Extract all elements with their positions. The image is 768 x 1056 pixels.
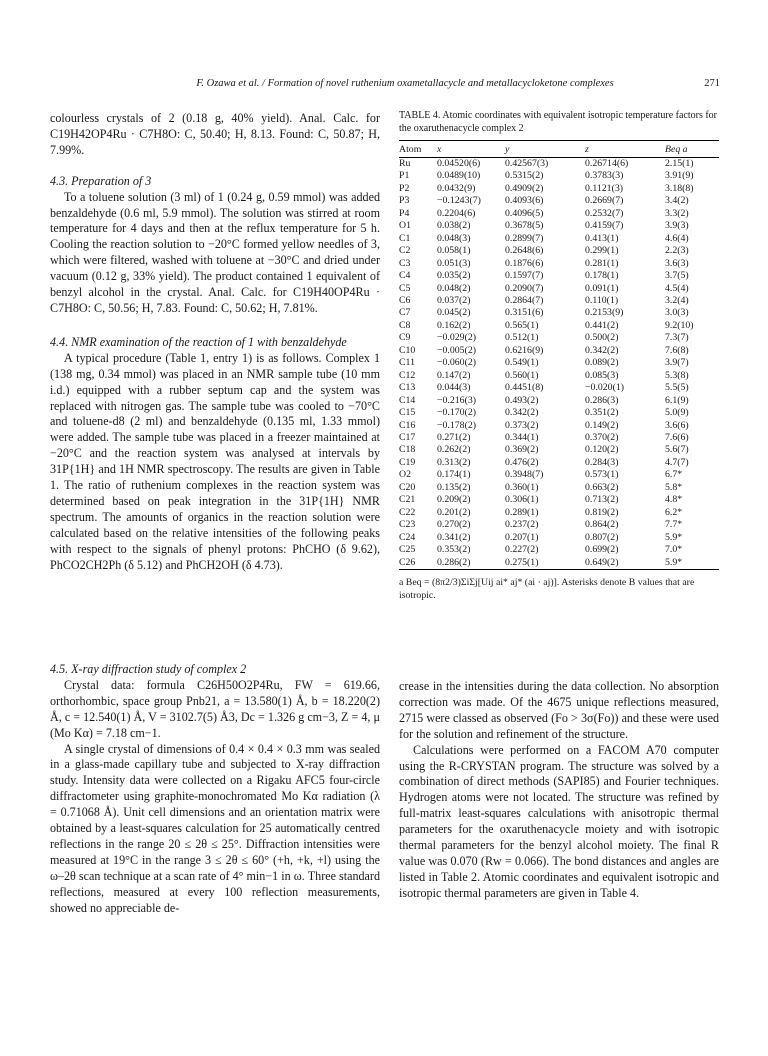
- running-head: F. Ozawa et al. / Formation of novel ruthenium oxametallacycle and metallacycloketone complexes: [196, 78, 614, 89]
- table-row: [399, 444, 719, 456]
- cell-y: 0.306(1): [505, 494, 539, 506]
- cell-x: 0.0489(10): [437, 170, 481, 182]
- table-row: [399, 195, 719, 207]
- cell-y: 0.275(1): [505, 556, 539, 568]
- table-row: [399, 332, 719, 344]
- cell-y: 0.512(1): [505, 332, 539, 344]
- cell-atom: C3: [399, 257, 411, 269]
- cell-beq: 4.5(4): [665, 282, 689, 294]
- cell-atom: O1: [399, 220, 411, 232]
- cell-beq: 6.7*: [665, 469, 683, 481]
- table-row: [399, 395, 719, 407]
- cell-y: 0.289(1): [505, 506, 539, 518]
- cell-z: 0.663(2): [585, 481, 619, 493]
- cell-x: 0.353(2): [437, 544, 471, 556]
- table-row: [399, 208, 719, 220]
- cell-y: 0.2090(7): [505, 282, 544, 294]
- header-x: x: [437, 143, 442, 155]
- cell-beq: 4.8*: [665, 494, 683, 506]
- table-body: [399, 158, 719, 570]
- cell-atom: C12: [399, 369, 416, 381]
- cell-atom: C24: [399, 531, 416, 543]
- cell-beq: 5.5(5): [665, 382, 689, 394]
- cell-z: 0.441(2): [585, 319, 619, 331]
- cell-beq: 7.6(8): [665, 344, 689, 356]
- right-column-bottom: [399, 679, 719, 902]
- cell-beq: 3.6(6): [665, 419, 689, 431]
- cell-x: −0.029(2): [437, 332, 476, 344]
- section-heading-4-5: 4.5. X-ray diffraction study of complex 2: [50, 662, 247, 676]
- cell-x: 0.038(2): [437, 220, 471, 232]
- cell-beq: 4.7(7): [665, 456, 689, 468]
- cell-beq: 5.8*: [665, 481, 683, 493]
- table-row: [399, 482, 719, 494]
- cell-x: 0.045(2): [437, 307, 471, 319]
- cell-beq: 5.0(9): [665, 407, 689, 419]
- cell-atom: C20: [399, 481, 416, 493]
- cell-z: 0.500(2): [585, 332, 619, 344]
- cell-z: 0.178(1): [585, 270, 619, 282]
- cell-x: 0.035(2): [437, 270, 471, 282]
- cell-beq: 6.2*: [665, 506, 683, 518]
- cell-x: 0.048(3): [437, 232, 471, 244]
- cell-z: 0.299(1): [585, 245, 619, 257]
- cell-x: −0.170(2): [437, 407, 476, 419]
- cell-beq: 3.0(3): [665, 307, 689, 319]
- cell-z: 0.085(3): [585, 369, 619, 381]
- cell-z: 0.819(2): [585, 506, 619, 518]
- cell-beq: 7.6(6): [665, 431, 689, 443]
- cell-atom: C26: [399, 556, 416, 568]
- paragraph-calculations: Calculations were performed on a FACOM A70 computer using the R-CRYSTAN program. The structure was solved by a combination of direct methods (SAPI85) and Fourier techniques. Hydrogen atoms were not located. The structure was refined by full-matrix least-squares calculations with anisotropic thermal parameters for the oxaruthenacycle moiety and with isotropic thermal parameters for the benzyl alcohol moiety. The final R value was 0.070 (Rw = 0.066). The bond distances and angles are listed in Table 2. Atomic coordinates and equivalent isotropic and isotropic thermal parameters are given in Table 4.: [399, 742, 719, 900]
- cell-x: −0.1243(7): [437, 195, 481, 207]
- paragraph-refinement: crease in the intensities during the data collection. No absorption correction was made. Of the 4675 unique reflections measured, 2715 were classed as observed (Fo > 3σ(Fo)) and these were used for the solution and refinement of the structure.: [399, 679, 719, 741]
- table-row: [399, 544, 719, 556]
- cell-x: −0.060(2): [437, 357, 476, 369]
- cell-z: 0.120(2): [585, 444, 619, 456]
- table-caption: TABLE 4. Atomic coordinates with equivalent isotropic temperature factors for the oxaruthenacycle complex 2: [399, 110, 717, 134]
- cell-beq: 5.9*: [665, 531, 683, 543]
- table-row: [399, 345, 719, 357]
- cell-y: 0.227(2): [505, 544, 539, 556]
- table-row: [399, 469, 719, 481]
- table-row: [399, 158, 719, 171]
- table-row: [399, 557, 719, 570]
- cell-y: 0.493(2): [505, 394, 539, 406]
- table-row: [399, 432, 719, 444]
- cell-y: 0.2648(6): [505, 245, 544, 257]
- cell-atom: C14: [399, 394, 416, 406]
- cell-atom: C8: [399, 319, 411, 331]
- cell-y: 0.207(1): [505, 531, 539, 543]
- section-heading-4-3: 4.3. Preparation of 3: [50, 173, 152, 188]
- cell-y: 0.373(2): [505, 419, 539, 431]
- cell-y: 0.5315(2): [505, 170, 544, 182]
- cell-atom: C10: [399, 344, 416, 356]
- cell-atom: C18: [399, 444, 416, 456]
- table-row: [399, 457, 719, 469]
- table-row: [399, 519, 719, 531]
- cell-z: 0.2153(9): [585, 307, 624, 319]
- header-z: z: [585, 143, 589, 155]
- cell-atom: O2: [399, 469, 411, 481]
- cell-y: 0.476(2): [505, 456, 539, 468]
- cell-atom: P1: [399, 170, 410, 182]
- cell-atom: Ru: [399, 158, 411, 169]
- cell-z: 0.713(2): [585, 494, 619, 506]
- cell-beq: 9.2(10): [665, 319, 694, 331]
- left-column-top: [50, 111, 380, 573]
- cell-y: 0.2899(7): [505, 232, 544, 244]
- cell-atom: C15: [399, 407, 416, 419]
- table-row: [399, 370, 719, 382]
- cell-y: 0.342(2): [505, 407, 539, 419]
- cell-beq: 3.9(7): [665, 357, 689, 369]
- cell-y: 0.560(1): [505, 369, 539, 381]
- cell-x: 0.201(2): [437, 506, 471, 518]
- table-footnote: a Beq = (8π2/3)ΣiΣj[Uij ai* aj* (ai · aj)]. Asterisks denote B values that are isotropic.: [399, 576, 695, 601]
- cell-y: 0.1597(7): [505, 270, 544, 282]
- cell-atom: C21: [399, 494, 416, 506]
- cell-z: 0.351(2): [585, 407, 619, 419]
- cell-x: 0.04520(6): [437, 158, 481, 169]
- cell-y: 0.2864(7): [505, 294, 544, 306]
- cell-x: 0.262(2): [437, 444, 471, 456]
- table-row: [399, 382, 719, 394]
- table-row: [399, 407, 719, 419]
- cell-x: 0.286(2): [437, 556, 471, 568]
- cell-beq: 5.9*: [665, 556, 683, 568]
- cell-beq: 5.6(7): [665, 444, 689, 456]
- cell-y: 0.4093(6): [505, 195, 544, 207]
- cell-x: 0.037(2): [437, 294, 471, 306]
- cell-y: 0.3948(7): [505, 469, 544, 481]
- cell-z: 0.284(3): [585, 456, 619, 468]
- table-row: [399, 420, 719, 432]
- cell-x: 0.209(2): [437, 494, 471, 506]
- table-row: [399, 270, 719, 282]
- cell-beq: 3.3(2): [665, 207, 689, 219]
- cell-y: 0.4096(5): [505, 207, 544, 219]
- table-4: [399, 109, 719, 602]
- cell-z: 0.1121(3): [585, 182, 624, 194]
- cell-beq: 3.91(9): [665, 170, 694, 182]
- cell-x: 0.135(2): [437, 481, 471, 493]
- paragraph-xray-method: A single crystal of dimensions of 0.4 × 0.4 × 0.3 mm was sealed in a glass-made capillary tube and subjected to X-ray diffraction study. Intensity data were collected on a Rigaku AFC5 four-circle diffractometer using graphite-monochromated Mo Kα radiation (λ = 0.71068 Å). Unit cell dimensions and an orientation matrix were obtained by a least-squares calculation for 25 automatically centred reflections in the range 20 ≤ 2θ ≤ 25°. Diffraction intensities were measured at 19°C in the range 3 ≤ 2θ ≤ 60° (+h, +k, +l) using the ω–2θ scan technique at a scan rate of 4° min−1 in ω. Three standard reflections, measured at every 100 reflection measurements, showed no appreciable de-: [50, 741, 380, 915]
- cell-z: 0.2669(7): [585, 195, 624, 207]
- running-header: [90, 78, 720, 94]
- table-4-grid: [399, 140, 719, 570]
- cell-atom: C25: [399, 544, 416, 556]
- cell-atom: C7: [399, 307, 411, 319]
- paragraph-crystal-data: Crystal data: formula C26H50O2P4Ru, FW = 619.66, orthorhombic, space group Pnb21, a = 13.580(1) Å, b = 18.220(2) Å, c = 12.540(1) Å, V = 3102.7(5) Å3, Dc = 1.326 g cm−3, Z = 4, μ (Mo Kα) = 7.18 cm−1.: [50, 677, 380, 740]
- cell-beq: 2.2(3): [665, 245, 689, 257]
- paragraph-4-3: To a toluene solution (3 ml) of 1 (0.24 g, 0.59 mmol) was added benzaldehyde (0.6 ml, 5.9 mmol). The solution was stirred at room temperature for 4 days and then at the reflux temperature for 5 h. Cooling the reaction solution to −20°C formed yellow needles of 3, which were filtered, washed with toluene at −30°C and dried under vacuum (0.12 g, 33% yield). The product contained 1 equivalent of benzyl alcohol in the crystal. Anal. Calc. for C19H40OP4Ru · C7H8O: C, 50.56; H, 7.83. Found: C, 50.62; H, 7.81%.: [50, 189, 380, 315]
- table-row: [399, 220, 719, 232]
- cell-y: 0.360(1): [505, 481, 539, 493]
- cell-z: 0.807(2): [585, 531, 619, 543]
- cell-atom: C17: [399, 431, 416, 443]
- cell-x: 0.044(3): [437, 382, 471, 394]
- cell-x: 0.341(2): [437, 531, 471, 543]
- cell-beq: 3.4(2): [665, 195, 689, 207]
- cell-x: 0.2204(6): [437, 207, 476, 219]
- cell-atom: C11: [399, 357, 415, 369]
- cell-y: 0.3151(6): [505, 307, 544, 319]
- table-row: [399, 357, 719, 369]
- cell-atom: C4: [399, 270, 411, 282]
- cell-beq: 4.6(4): [665, 232, 689, 244]
- cell-z: 0.286(3): [585, 394, 619, 406]
- cell-beq: 7.3(7): [665, 332, 689, 344]
- cell-z: 0.26714(6): [585, 158, 629, 169]
- cell-beq: 7.0*: [665, 544, 683, 556]
- cell-beq: 3.9(3): [665, 220, 689, 232]
- cell-atom: P4: [399, 207, 410, 219]
- cell-beq: 3.6(3): [665, 257, 689, 269]
- cell-beq: 3.18(8): [665, 182, 694, 194]
- cell-z: 0.089(2): [585, 357, 619, 369]
- table-row: [399, 170, 719, 182]
- cell-x: −0.005(2): [437, 344, 476, 356]
- paragraph-4-4: A typical procedure (Table 1, entry 1) is as follows. Complex 1 (138 mg, 0.34 mmol) was placed in an NMR sample tube (10 mm i.d.) equipped with a rubber septum cap and the system was replaced with nitrogen gas. The sample tube was cooled to −70°C and toluene-d8 (2 ml) and benzaldehyde (0.135 ml, 1.33 mmol) were added. The sample tube was placed in a freezer maintained at −20°C and the reaction system was analysed at intervals by 31P{1H} and 1H NMR spectroscopy. The results are given in Table 1. The ratio of ruthenium complexes in the reaction system was determined based on peak integration in the 31P{1H} NMR spectrum. The amounts of organics in the reaction solution were calculated based on the relative intensities of the following peaks with respect to the signals of phenyl protons: PhCHO (δ 9.62), PhCO2CH2Ph (δ 5.12) and PhCH2OH (δ 4.73).: [50, 350, 380, 572]
- cell-z: 0.149(2): [585, 419, 619, 431]
- cell-y: 0.565(1): [505, 319, 539, 331]
- cell-z: 0.649(2): [585, 556, 619, 568]
- cell-beq: 5.3(8): [665, 369, 689, 381]
- cell-z: 0.110(1): [585, 294, 619, 306]
- cell-beq: 3.7(5): [665, 270, 689, 282]
- cell-y: 0.4909(2): [505, 182, 544, 194]
- cell-atom: C2: [399, 245, 411, 257]
- cell-x: 0.270(2): [437, 519, 471, 531]
- table-header-row: [399, 141, 719, 158]
- cell-x: 0.048(2): [437, 282, 471, 294]
- cell-y: 0.42567(3): [505, 158, 549, 169]
- cell-beq: 7.7*: [665, 519, 683, 531]
- cell-y: 0.6216(9): [505, 344, 544, 356]
- cell-x: 0.147(2): [437, 369, 471, 381]
- cell-y: 0.4451(8): [505, 382, 544, 394]
- table-row: [399, 532, 719, 544]
- cell-beq: 6.1(9): [665, 394, 689, 406]
- cell-y: 0.1876(6): [505, 257, 544, 269]
- table-row: [399, 507, 719, 519]
- table-row: [399, 494, 719, 506]
- cell-atom: C1: [399, 232, 411, 244]
- table-row: [399, 245, 719, 257]
- table-row: [399, 283, 719, 295]
- cell-z: 0.864(2): [585, 519, 619, 531]
- cell-z: 0.3783(3): [585, 170, 624, 182]
- cell-x: 0.051(3): [437, 257, 471, 269]
- table-row: [399, 183, 719, 195]
- cell-y: 0.549(1): [505, 357, 539, 369]
- header-beq: Beq a: [665, 143, 688, 155]
- cell-x: 0.313(2): [437, 456, 471, 468]
- cell-x: 0.0432(9): [437, 182, 476, 194]
- cell-z: 0.4159(7): [585, 220, 624, 232]
- cell-atom: C9: [399, 332, 411, 344]
- cell-y: 0.3678(5): [505, 220, 544, 232]
- page-number: 271: [704, 78, 720, 89]
- cell-beq: 3.2(4): [665, 294, 689, 306]
- header-atom: Atom: [399, 143, 422, 155]
- cell-z: 0.413(1): [585, 232, 619, 244]
- table-row: [399, 258, 719, 270]
- cell-y: 0.237(2): [505, 519, 539, 531]
- cell-x: 0.162(2): [437, 319, 471, 331]
- table-row: [399, 233, 719, 245]
- cell-y: 0.344(1): [505, 431, 539, 443]
- section-heading-4-4: 4.4. NMR examination of the reaction of 1 with benzaldehyde: [50, 334, 347, 349]
- cell-z: 0.370(2): [585, 431, 619, 443]
- header-y: y: [505, 143, 510, 155]
- cell-atom: C5: [399, 282, 411, 294]
- cell-atom: P2: [399, 182, 410, 194]
- cell-atom: C13: [399, 382, 416, 394]
- cell-y: 0.369(2): [505, 444, 539, 456]
- cell-z: 0.281(1): [585, 257, 619, 269]
- cell-atom: C16: [399, 419, 416, 431]
- cell-x: −0.178(2): [437, 419, 476, 431]
- cell-atom: C6: [399, 294, 411, 306]
- cell-x: −0.216(3): [437, 394, 476, 406]
- cell-atom: P3: [399, 195, 410, 207]
- cell-atom: C23: [399, 519, 416, 531]
- cell-z: −0.020(1): [585, 382, 624, 394]
- cell-atom: C22: [399, 506, 416, 518]
- cell-x: 0.174(1): [437, 469, 471, 481]
- cell-x: 0.271(2): [437, 431, 471, 443]
- paragraph-intro: colourless crystals of 2 (0.18 g, 40% yield). Anal. Calc. for C19H42OP4Ru · C7H8O: C, 50.40; H, 8.13. Found: C, 50.87; H, 7.99%.: [50, 111, 380, 157]
- cell-atom: C19: [399, 456, 416, 468]
- cell-z: 0.2532(7): [585, 207, 624, 219]
- cell-z: 0.573(1): [585, 469, 619, 481]
- cell-x: 0.058(1): [437, 245, 471, 257]
- table-row: [399, 307, 719, 319]
- cell-z: 0.091(1): [585, 282, 619, 294]
- table-row: [399, 320, 719, 332]
- table-row: [399, 295, 719, 307]
- cell-beq: 2.15(1): [665, 158, 694, 169]
- cell-z: 0.699(2): [585, 544, 619, 556]
- left-column-bottom: [50, 662, 380, 917]
- cell-z: 0.342(2): [585, 344, 619, 356]
